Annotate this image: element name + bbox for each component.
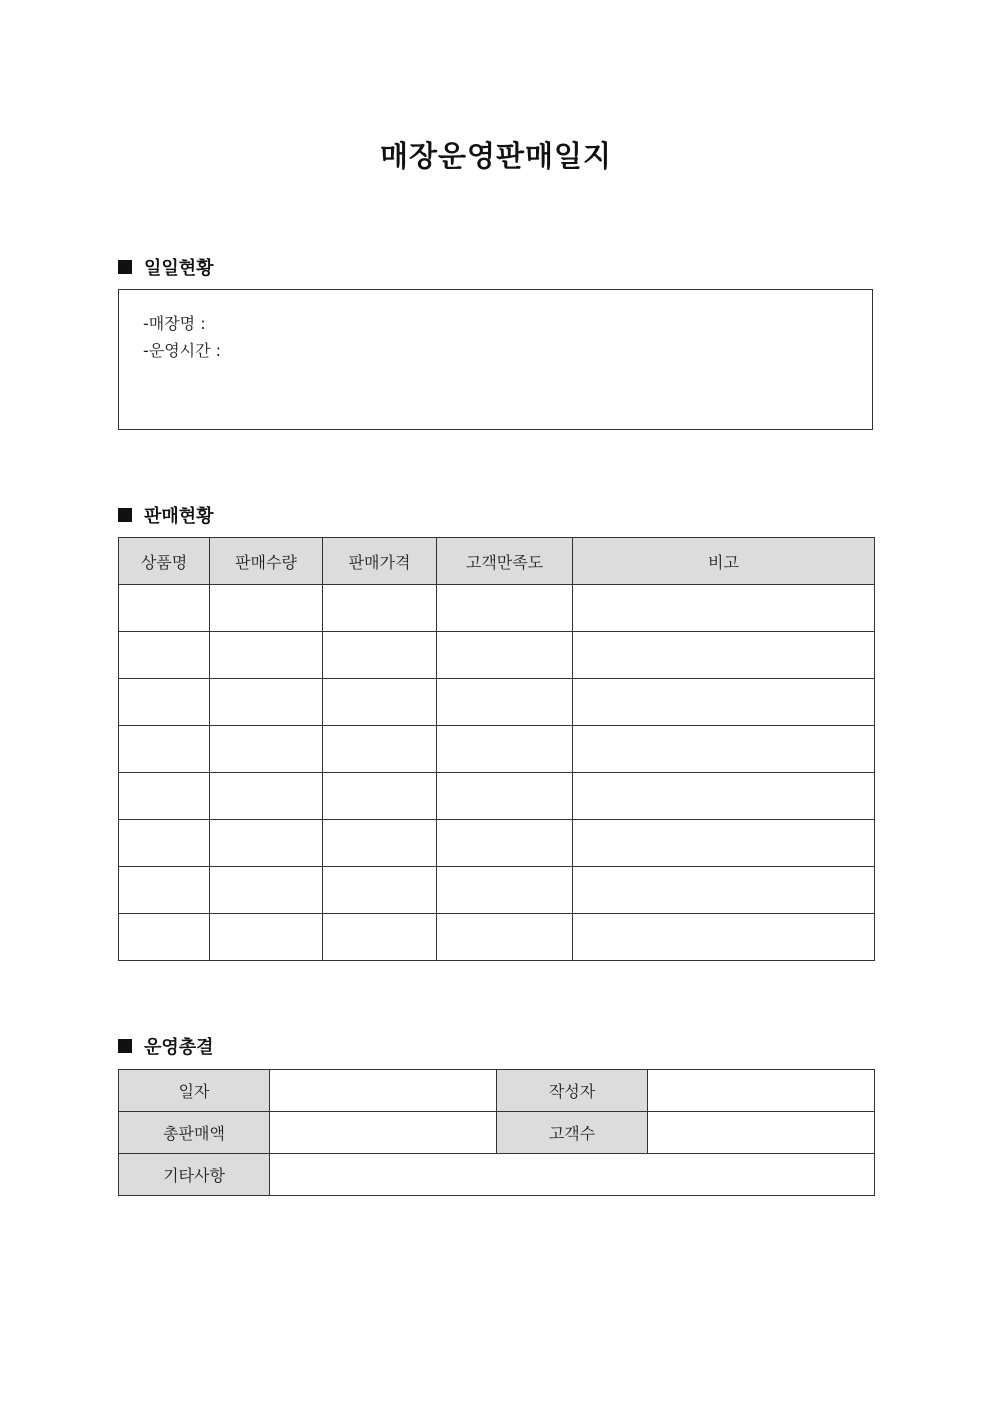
table-cell[interactable]	[323, 867, 437, 914]
customers-field[interactable]	[648, 1112, 875, 1154]
table-cell[interactable]	[119, 585, 210, 632]
table-cell[interactable]	[573, 914, 875, 961]
column-header-quantity: 판매수량	[210, 538, 323, 585]
table-cell[interactable]	[437, 914, 573, 961]
table-cell[interactable]	[210, 914, 323, 961]
sales-status-heading-label: 판매현황	[144, 506, 214, 527]
table-cell[interactable]	[119, 632, 210, 679]
table-cell[interactable]	[323, 632, 437, 679]
table-row	[119, 632, 875, 679]
table-cell[interactable]	[437, 679, 573, 726]
table-cell[interactable]	[437, 820, 573, 867]
square-bullet-icon	[118, 260, 132, 274]
author-field[interactable]	[648, 1070, 875, 1112]
column-header-price: 판매가격	[323, 538, 437, 585]
sales-table-body	[119, 585, 875, 961]
table-cell[interactable]	[119, 914, 210, 961]
page-title: 매장운영판매일지	[379, 139, 613, 173]
table-cell[interactable]	[119, 820, 210, 867]
summary-table	[118, 1069, 875, 1196]
table-row	[119, 914, 875, 961]
table-cell[interactable]	[437, 585, 573, 632]
summary-row	[119, 1154, 875, 1196]
table-row	[119, 867, 875, 914]
table-cell[interactable]	[119, 867, 210, 914]
table-cell[interactable]	[119, 773, 210, 820]
table-cell[interactable]	[323, 726, 437, 773]
table-row	[119, 773, 875, 820]
daily-status-heading	[118, 254, 214, 280]
table-cell[interactable]	[210, 820, 323, 867]
table-cell[interactable]	[119, 726, 210, 773]
table-cell[interactable]	[323, 679, 437, 726]
table-row	[119, 585, 875, 632]
table-cell[interactable]	[573, 820, 875, 867]
square-bullet-icon	[118, 508, 132, 522]
sales-table	[118, 537, 875, 961]
column-header-product: 상품명	[119, 538, 210, 585]
total-sales-label: 총판매액	[119, 1112, 270, 1154]
table-cell[interactable]	[437, 726, 573, 773]
table-cell[interactable]	[210, 585, 323, 632]
table-cell[interactable]	[323, 773, 437, 820]
table-cell[interactable]	[573, 867, 875, 914]
table-cell[interactable]	[119, 679, 210, 726]
sales-table-header-row	[119, 538, 875, 585]
date-field[interactable]	[270, 1070, 497, 1112]
daily-status-box[interactable]	[118, 289, 873, 430]
table-cell[interactable]	[210, 632, 323, 679]
table-cell[interactable]	[573, 679, 875, 726]
table-cell[interactable]	[437, 773, 573, 820]
square-bullet-icon	[118, 1039, 132, 1053]
store-name-label: -매장명 :	[143, 314, 206, 333]
author-label: 작성자	[497, 1070, 648, 1112]
table-row	[119, 679, 875, 726]
summary-row	[119, 1070, 875, 1112]
operating-hours-label: -운영시간 :	[143, 341, 222, 360]
table-cell[interactable]	[573, 632, 875, 679]
table-cell[interactable]	[437, 867, 573, 914]
column-header-remarks: 비고	[573, 538, 875, 585]
table-cell[interactable]	[323, 914, 437, 961]
total-sales-field[interactable]	[270, 1112, 497, 1154]
table-cell[interactable]	[437, 632, 573, 679]
date-label: 일자	[119, 1070, 270, 1112]
table-cell[interactable]	[323, 585, 437, 632]
column-header-satisfaction: 고객만족도	[437, 538, 573, 585]
table-cell[interactable]	[573, 773, 875, 820]
customers-label: 고객수	[497, 1112, 648, 1154]
table-cell[interactable]	[210, 773, 323, 820]
notes-label: 기타사항	[119, 1154, 270, 1196]
summary-heading-label: 운영총결	[144, 1037, 214, 1058]
summary-heading	[118, 1033, 214, 1059]
table-cell[interactable]	[210, 679, 323, 726]
summary-row	[119, 1112, 875, 1154]
table-cell[interactable]	[323, 820, 437, 867]
sales-status-heading	[118, 502, 214, 528]
table-cell[interactable]	[210, 867, 323, 914]
table-row	[119, 726, 875, 773]
notes-field[interactable]	[270, 1154, 875, 1196]
table-cell[interactable]	[573, 726, 875, 773]
daily-status-heading-label: 일일현황	[144, 258, 214, 279]
table-cell[interactable]	[573, 585, 875, 632]
table-cell[interactable]	[210, 726, 323, 773]
table-row	[119, 820, 875, 867]
